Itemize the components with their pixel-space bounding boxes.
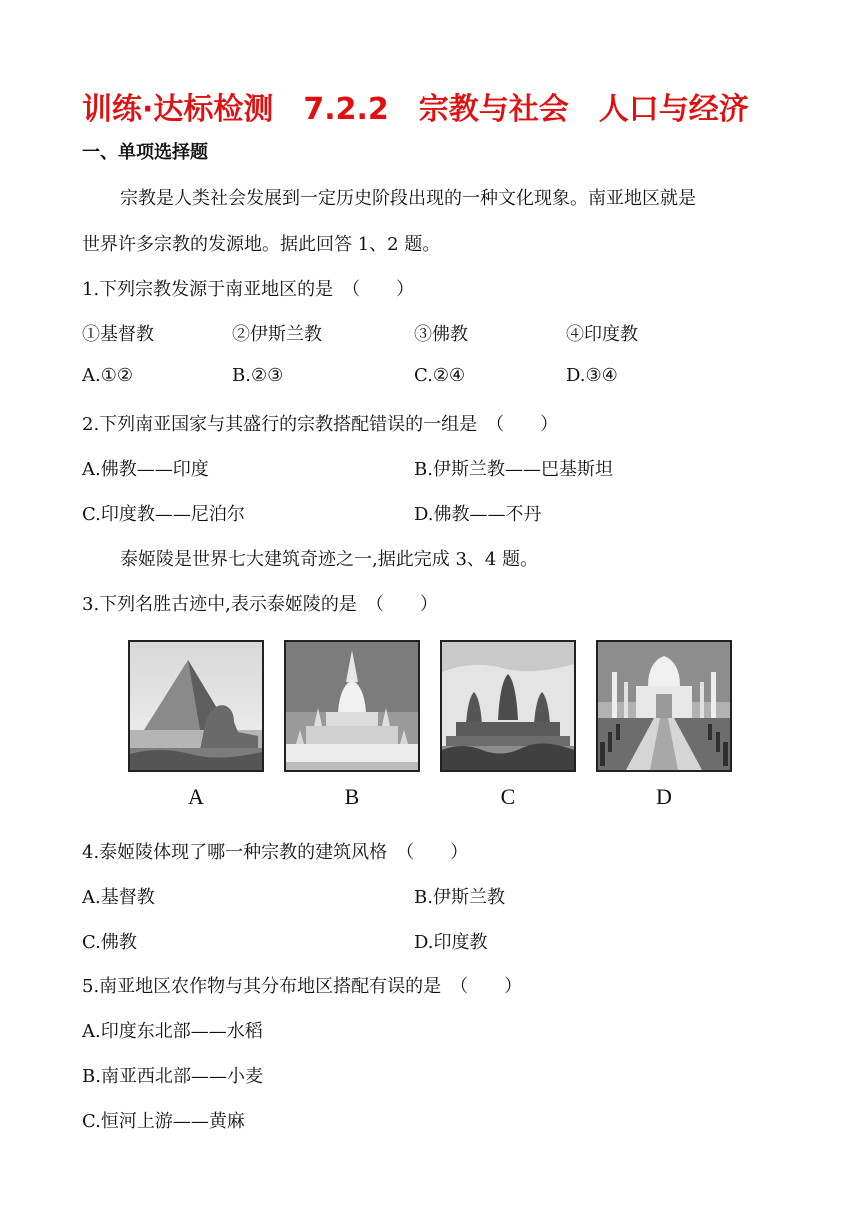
q2-option-a: A.佛教——印度 <box>82 459 209 480</box>
q1-item-2: ②伊斯兰教 <box>232 324 322 345</box>
figure-label-a: A <box>188 784 204 809</box>
q2-option-d: D.佛教——不丹 <box>414 504 542 525</box>
q5-option-b: B.南亚西北部——小麦 <box>82 1066 263 1087</box>
landmark-figure <box>128 640 732 812</box>
intro-taj-mahal: 泰姬陵是世界七大建筑奇迹之一,据此完成 3、4 题。 <box>120 549 539 570</box>
figure-label-d: D <box>656 784 672 809</box>
question-4-stem: 4.泰姬陵体现了哪一种宗教的建筑风格 （ ） <box>82 842 469 863</box>
q4-option-d: D.印度教 <box>414 932 488 953</box>
figure-label-c: C <box>500 784 516 809</box>
q1-option-a: A.①② <box>82 365 133 386</box>
q2-option-b: B.伊斯兰教——巴基斯坦 <box>414 459 613 480</box>
q1-item-4: ④印度教 <box>566 324 638 345</box>
question-5-stem: 5.南亚地区农作物与其分布地区搭配有误的是 （ ） <box>82 976 523 997</box>
q1-option-d: D.③④ <box>566 365 618 386</box>
question-3-stem: 3.下列名胜古迹中,表示泰姬陵的是 （ ） <box>82 594 438 615</box>
landmark-photo-pagoda <box>284 640 420 772</box>
landmark-photo-pyramid <box>128 640 264 772</box>
question-1-stem: 1.下列宗教发源于南亚地区的是 （ ） <box>82 279 415 300</box>
figure-label-b: B <box>344 784 360 809</box>
q5-option-c: C.恒河上游——黄麻 <box>82 1111 245 1132</box>
q1-item-1: ①基督教 <box>82 324 154 345</box>
q4-option-b: B.伊斯兰教 <box>414 887 505 908</box>
landmark-photo-taj-mahal <box>596 640 732 772</box>
question-2-stem: 2.下列南亚国家与其盛行的宗教搭配错误的一组是 （ ） <box>82 414 559 435</box>
intro-paragraph-line-2: 世界许多宗教的发源地。据此回答 1、2 题。 <box>82 234 441 255</box>
q1-option-c: C.②④ <box>414 365 466 386</box>
q2-option-c: C.印度教——尼泊尔 <box>82 504 245 525</box>
q1-item-3: ③佛教 <box>414 324 468 345</box>
section-heading: 一、单项选择题 <box>82 142 208 163</box>
q1-option-b: B.②③ <box>232 365 284 386</box>
intro-paragraph-line-1: 宗教是人类社会发展到一定历史阶段出现的一种文化现象。南亚地区就是 <box>120 188 696 209</box>
q4-option-a: A.基督教 <box>82 887 155 908</box>
page-title: 训练·达标检测 7.2.2 宗教与社会 人口与经济 <box>82 92 749 127</box>
landmark-photo-angkor-wat <box>440 640 576 772</box>
q5-option-a: A.印度东北部——水稻 <box>82 1021 263 1042</box>
q4-option-c: C.佛教 <box>82 932 137 953</box>
